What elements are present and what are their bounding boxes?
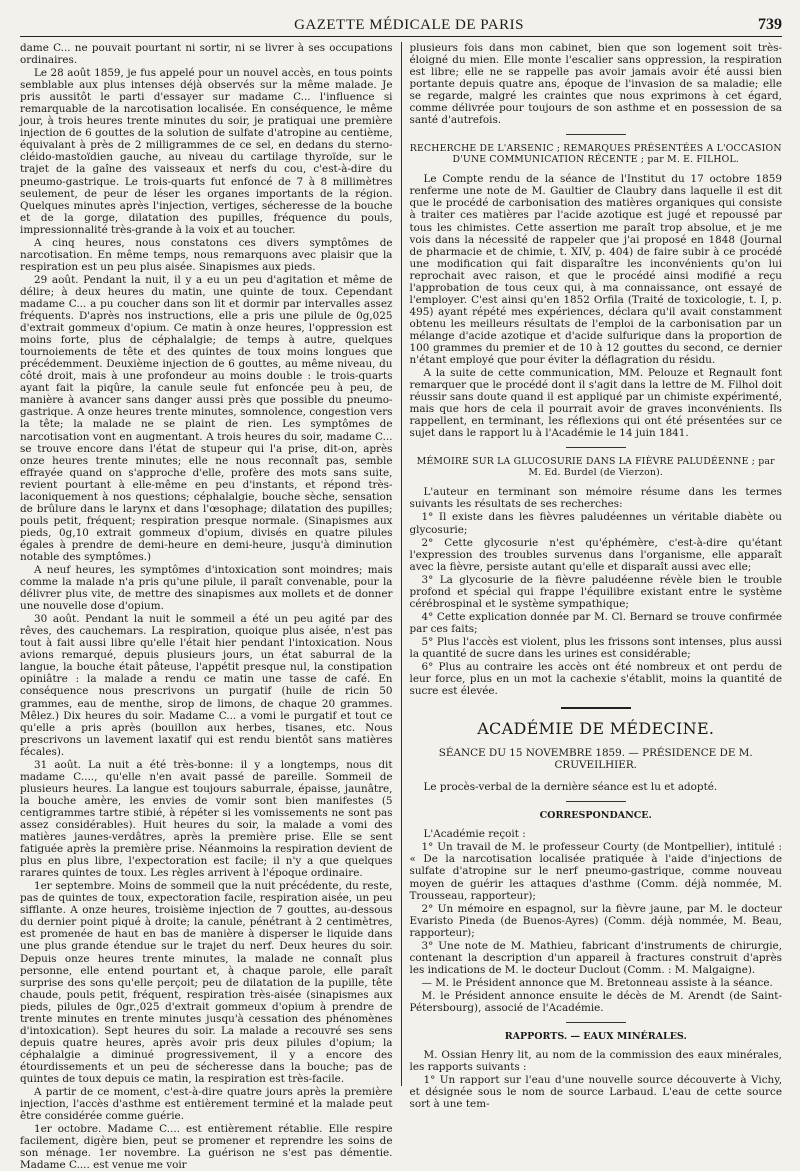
paragraph: 31 août. La nuit a été très-bonne: il y a longtemps, nous dit madame C...., qu'elle n'en avait passé de pareille. Sommeil de plusieurs heures. La langue est toujours saburrale, épaisse, jaunâtre, la bouche amère, les envies de vomir sont bien manifestes (5 centigrammes tartre stibié, à répéter si les vomissements ne sont pas assez considérables). Huit heures du soir, la malade a vomi des matières jaunes-verdâtres, après la première prise. Elle se sent fatiguée après la première prise. Néanmoins la respiration devient de plus en plus libre, l'expectoration est facile; il n'y a que quelques rarares quintes de toux. Les règles arrivent à l'époque ordinaire. <box>20 758 393 880</box>
paragraph: Le Compte rendu de la séance de l'Institut du 17 octobre 1859 renferme une note de M. Gaultier de Claubry dans laquelle il est dit que le procédé de carbonisation des matières organiques qui consiste à traiter ces matières par l'acide azotique est jugé et repoussé par tous les chimistes. Cette assertion me paraît trop absolue, et je me vois dans la nécessité de rappeler que j'ai proposé en 1848 (Journal de pharmacie et de chimie, t. XIV, p. 404) de faire subir à ce procédé une modification qui fait disparaître les inconvénients qu'on lui reprochait avec raison, et que le procédé ainsi modifié a reçu l'approbation de tous ceux qui, à ma connaissance, ont essayé de l'employer. C'est ainsi qu'en 1852 Orfila (Traité de toxicologie, t. I, p. 495) ayant répété mes expériences, déclara qu'il avait constamment obtenu les meilleurs résultats de l'emploi de la carbonisation par un mélange d'acide azotique et d'acide sulfurique dans la proportion de 100 grammes du premier et de 10 à 12 gouttes du second, ce dernier n'étant employé que pour éviter la déflagration du résidu. <box>409 173 782 367</box>
paragraph: 1° Un rapport sur l'eau d'une nouvelle source découverte à Vichy, et désignée sous le nom de source Larbaud. L'eau de cette source sort à une tem- <box>409 1074 782 1111</box>
list-item: 5° Plus l'accès est violent, plus les frissons sont intenses, plus aussi la quantité de sucre dans les urines est considérable; <box>409 635 782 660</box>
seance-line: SÉANCE DU 15 NOVEMBRE 1859. — PRÉSIDENCE DE M. CRUVEILHIER. <box>438 747 753 772</box>
list-item: — M. le Président annonce que M. Bretonneau assiste à la séance. <box>421 976 773 989</box>
divider <box>566 1022 626 1023</box>
list-item: 1° Il existe dans les fièvres paludéennes un véritable diabète ou glycosurie; <box>409 511 782 536</box>
list-item: 2° Cette glycosurie n'est qu'éphémère, c'est-à-dire qu'étant l'expression des troubles survenus dans l'organisme, elle apparaît avec la fièvre, persiste autant qu'elle et disparaît aussi avec elle; <box>409 536 782 573</box>
list-item: 2° Un mémoire en espagnol, sur la fièvre jaune, par M. le docteur Evaristo Pineda (de Buenos-Ayres) (Comm. déjà nommée, M. Beau, rapporteur); <box>409 902 782 939</box>
list-item: 3° Une note de M. Mathieu, fabricant d'instruments de chirurgie, contenant la description d'un appareil à fractures construit d'après les indications de M. le docteur Duclout (Comm. : M. Malgaigne). <box>409 939 782 976</box>
paragraph: A neuf heures, les symptômes d'intoxication sont moindres; mais comme la malade n'a pris qu'une pilule, il paraît convenable, pour la délivrer plus vite, de mettre des sinapismes aux mollets et de donner une nouvelle dose d'opium. <box>20 564 393 613</box>
paragraph: Le procès-verbal de la dernière séance est lu et adopté. <box>423 781 718 794</box>
paragraph: 30 août. Pendant la nuit le sommeil a été un peu agité par des rêves, des cauchemars. La respiration, quoique plus aisée, n'est pas tout à fait aussi libre qu'elle l'était hier pendant l'intoxication. Nous avions remarqué, depuis plusieurs jours, un état saburral de la langue, la bouche était pâteuse, l'appétit presque nul, la constipation opiniâtre : la malade a rendu ce matin une tasse de café. En conséquence nous prescrivons un purgatif (huile de ricin 50 grammes, eau de menthe, sirop de limons, de chaque 20 grammes. Mêlez.) Dix heures du soir. Madame C... a vomi le purgatif et tout ce qu'elle a pris après (bouillon aux herbes, tisanes, etc. Nous prescrivons un lavement laxatif qui est rendu bientôt sans matières fécales). <box>20 613 393 758</box>
list-item: 6° Plus au contraire les accès ont été nombreux et ont perdu de leur force, plus en un mot la cachexie s'établit, moins la quantité de sucre est élevée. <box>409 661 782 698</box>
list-item: 1° Un travail de M. le professeur Courty (de Montpellier), intitulé : « De la narcotisation localisée pratiquée à l'aide d'injections de sulfate d'atropine sur le nerf pneumo-gastrique, comme nouveau moyen de guérir les attaques d'asthme (Comm. déjà nommée, M. Trousseau, rapporteur); <box>409 841 782 902</box>
paragraph: A partir de ce moment, c'est-à-dire quatre jours après la première injection, l'accès d'asthme est entièrement terminé et la malade peut être considérée comme guérie. <box>20 1086 393 1123</box>
paragraph: dame C... ne pouvait pourtant ni sortir, ni se livrer à ses occupations ordinaires. <box>20 42 393 67</box>
divider <box>566 801 626 802</box>
paragraph: 1er octobre. Madame C.... est entièrement rétablie. Elle respire facilement, digère bien, peut se promener et reprendre les soins de son ménage. 1er novembre. La guérison ne s'est pas démentie. Madame C.... est venue me voir <box>20 1123 393 1171</box>
page-number: 739 <box>757 16 782 33</box>
section-divider <box>561 707 631 709</box>
right-column <box>402 42 783 1111</box>
divider <box>566 134 626 135</box>
journal-title: GAZETTE MÉDICALE DE PARIS <box>294 16 524 33</box>
rapports-heading: RAPPORTS. — EAUX MINÉRALES. <box>504 1031 687 1043</box>
columns <box>20 42 782 1171</box>
paragraph: 29 août. Pendant la nuit, il y a eu un peu d'agitation et même de délire; à deux heures du matin, une quinte de toux. Cependant madame C... a pu coucher dans son lit et dormir par intervalles assez fréquents. D'après nos instructions, elle a pris une pilule de 0g,025 d'extrait gommeux d'opium. Ce matin à onze heures, l'oppression est moins forte, plus de céphalalgie; de temps à autre, quelques tournoiements de tête et des quintes de toux moins longues que précédemment. Deuxième injection de 6 gouttes, au même niveau, du côté droit, mais à une profondeur au moins double : le trois-quarts ayant fait la piqûre, la canule seule fut enfoncée peu à peu, de manière à avancer sans danger aussi près que possible du pneumo-gastrique. A onze heures trente minutes, somnolence, congestion vers la tête; la malade ne se plaint de rien. Les symptômes de narcotisation vont en augmentant. A trois heures du soir, madame C... se trouve encore dans l'état de stupeur qui l'a prise, dit-on, après onze heures trente minutes; elle ne nous reconnaît pas, semble effrayée quand on s'approche d'elle, profère des mots sans suite, revient pourtant à elle-même en peu d'instants, et répond très-laconiquement à nos questions; céphalalgie, bouche sèche, sensation de brûlure dans le larynx et dans l'œsophage; dilatation des pupilles; pouls petit, fréquent; respiration presque normale. (Sinapismes aux pieds, 0g,10 extrait gommeux d'opium, divisés en quatre pilules égales à prendre de demi-heure en demi-heure, jusqu'à diminution notable des symptômes.) <box>20 273 393 563</box>
paragraph: L'Académie reçoit : <box>423 828 526 841</box>
paragraph: M. Ossian Henry lit, au nom de la commission des eaux minérales, les rapports suivants : <box>409 1049 782 1074</box>
academie-title: ACADÉMIE DE MÉDECINE. <box>477 719 715 739</box>
arsenic-section-heading: RECHERCHE DE L'ARSENIC ; REMARQUES PRÉSENTÉES A L'OCCASION D'UNE COMMUNICATION RÉCENTE ; par M. E. FILHOL. <box>409 143 782 166</box>
masthead <box>20 14 782 37</box>
list-item: M. le Président annonce ensuite le décès de M. Arendt (de Saint-Pétersbourg), associé de l'Académie. <box>409 989 782 1014</box>
paragraph: Le 28 août 1859, je fus appelé pour un nouvel accès, en tous points semblable aux plus intenses déjà observés sur la même malade. Je pris aussitôt le parti d'essayer sur madame C... l'influence si remarquable de la narcotisation localisée. En conséquence, le même jour, à trois heures trente minutes du soir, je pratiquai une première injection de 6 gouttes de la solution de sulfate d'atropine au centième, équivalant à près de 2 milligrammes de ce sel, en dedans du sterno-cléido-mastoïdien gauche, au niveau du cartilage thyroïde, sur le trajet de la gaîne des vaisseaux et nerfs du cou, c'est-à-dire du pneumo-gastrique. Le trois-quarts fut enfoncé de 7 à 8 millimètres seulement, de peur de léser les organes importants de la région. Quelques minutes après l'injection, vertiges, sécheresse de la bouche et de la gorge, dilatation des pupilles, fréquence du pouls, impressionnalité très-grande à la voix et au toucher. <box>20 67 393 236</box>
divider <box>566 447 626 448</box>
paragraph: A la suite de cette communication, MM. Pelouze et Regnault font remarquer que le procédé dont il s'agit dans la lettre de M. Filhol doit réussir sans doute quand il est appliqué par un chimiste expérimenté, mais que hors de cela il pourrait avoir de graves inconvénients. Ils rappellent, en terminant, les réflexions qui ont été présentées sur ce sujet dans le rapport lu à l'Académie le 14 juin 1841. <box>409 367 782 440</box>
list-item: 3° La glycosurie de la fièvre paludéenne révèle bien le trouble profond et spécial qui frappe l'équilibre existant entre le système cérébrospinal et le système sympathique; <box>409 573 782 610</box>
paragraph: plusieurs fois dans mon cabinet, bien que son logement soit très-éloigné du mien. Elle monte l'escalier sans oppression, la respiration est libre; elle ne se rappelle pas avoir jamais avoir été aussi bien portante depuis quatre ans, époque de l'invasion de sa maladie; elle se regarde, malgré les craintes que nous exprimons à cet égard, comme délivrée pour toujours de son asthme et en possession de sa santé d'autrefois. <box>409 42 782 127</box>
paragraph: 1er septembre. Moins de sommeil que la nuit précédente, du reste, pas de quintes de toux, expectoration facile, respiration aisée, un peu sifflante. A onze heures, troisième injection de 7 gouttes, au-dessous du dernier point piqué à droite; la canule, pénétrant à 2 centimètres, est promenée de haut en bas de manière à disperser le liquide dans une plus grande étendue sur le trajet du nerf. Deux heures du soir. Depuis onze heures trente minutes, la malade ne connaît plus personne, elle entend pourtant et, à chaque parole, elle paraît surprise des sons qu'elle perçoit; peu de dilatation de la pupille, tête chaude, pouls petit, fréquent, respiration très-aisée (sinapismes aux pieds, pilules de 0gr.,025 d'extrait gommeux d'opium à prendre de trente minutes en trente minutes jusqu'à cessation des phénomènes d'intoxication). Sept heures du soir. La malade a recouvré ses sens depuis quatre heures, après avoir pris deux pilules d'opium; la céphalalgie a diminué progressivement, il y a encore des étourdissements et un peu de sécheresse dans la bouche; pas de quintes de toux depuis ce matin, la respiration est très-facile. <box>20 880 393 1085</box>
correspondance-heading: CORRESPONDANCE. <box>539 810 652 822</box>
paragraph: A cinq heures, nous constatons ces divers symptômes de narcotisation. En même temps, nous remarquons avec plaisir que la respiration est un peu plus aisée. Sinapismes aux pieds. <box>20 236 393 273</box>
paragraph: L'auteur en terminant son mémoire résume dans les termes suivants les résultats de ses recherches: <box>409 486 782 511</box>
left-column <box>20 42 401 1171</box>
glucosurie-section-heading: MÉMOIRE SUR LA GLUCOSURIE DANS LA FIÈVRE PALUDÉENNE ; par M. Ed. Burdel (de Vierzon). <box>416 456 775 479</box>
list-item: 4° Cette explication donnée par M. Cl. Bernard se trouve confirmée par ces faits; <box>409 610 782 635</box>
